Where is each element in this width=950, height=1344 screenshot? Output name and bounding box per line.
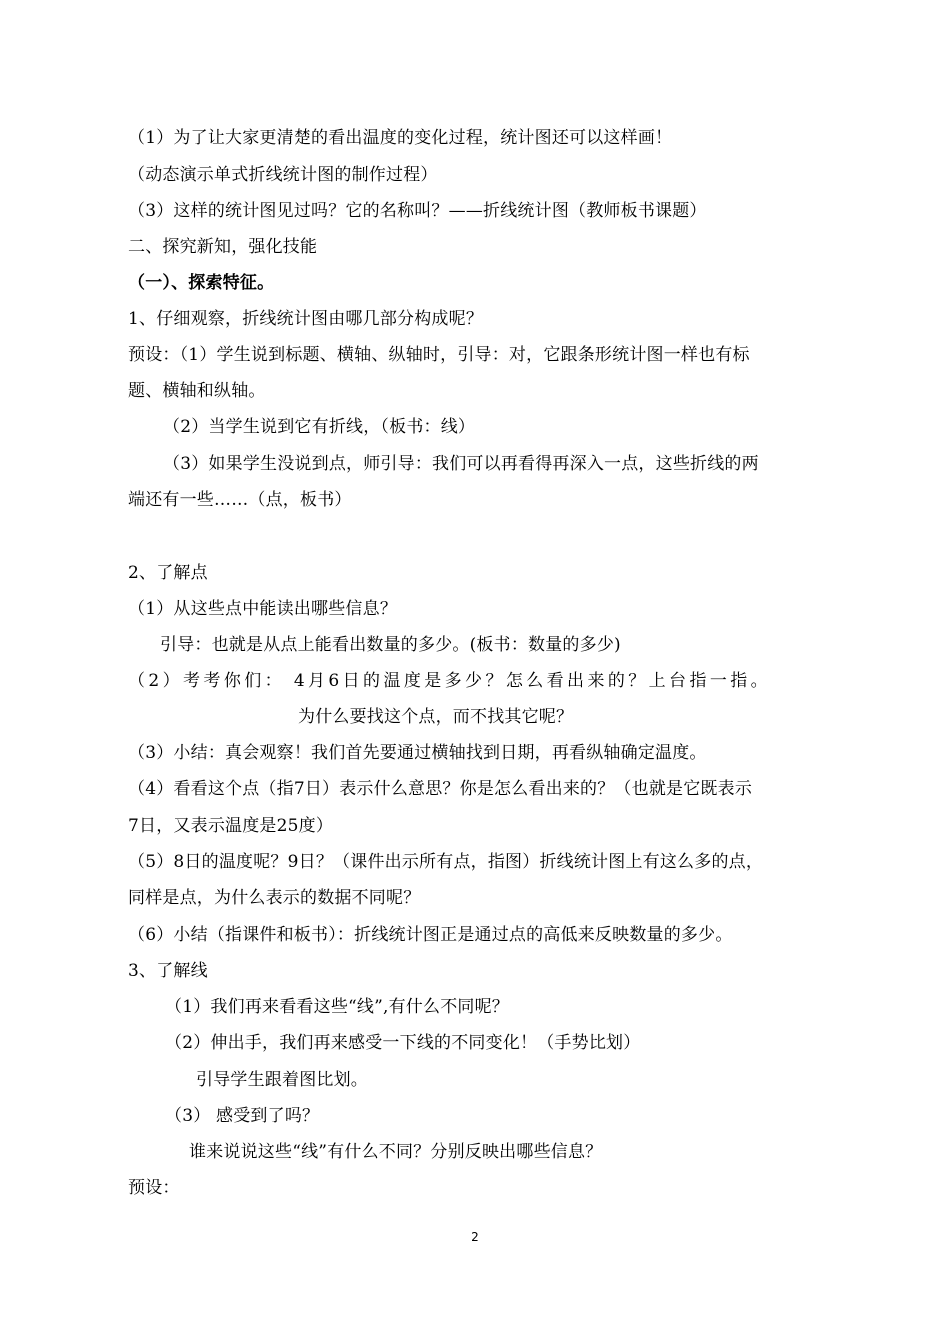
subsection-heading: （一）、探索特征。	[128, 273, 275, 293]
section-heading: 2、了解点	[128, 563, 208, 583]
paragraph-line: （2）当学生说到它有折线，（板书：线）	[163, 417, 476, 437]
paragraph-line: 同样是点，为什么表示的数据不同呢？	[128, 888, 421, 908]
paragraph-line: 题、横轴和纵轴。	[128, 381, 266, 401]
paragraph-line: 端还有一些……（点，板书）	[128, 490, 352, 510]
paragraph-line: 预设：（1）学生说到标题、横轴、纵轴时，引导：对，它跟条形统计图一样也有标	[128, 345, 750, 365]
paragraph-line: （1）从这些点中能读出哪些信息？	[128, 599, 398, 619]
paragraph-line: （3）小结：真会观察！我们首先要通过横轴找到日期，再看纵轴确定温度。	[128, 743, 707, 763]
paragraph-line: （1）我们再来看看这些“线”,有什么不同呢？	[165, 997, 510, 1017]
paragraph-line: （1）为了让大家更清楚的看出温度的变化过程，统计图还可以这样画！	[128, 128, 673, 148]
paragraph-line: （3） 感受到了吗？	[165, 1106, 320, 1126]
paragraph-line: （3）这样的统计图见过吗？它的名称叫？——折线统计图（教师板书课题）	[128, 201, 707, 221]
paragraph-line: （4）看看这个点（指7日）表示什么意思？你是怎么看出来的？（也就是它既表示	[128, 779, 753, 799]
paragraph-line: 7日，又表示温度是25度）	[128, 816, 334, 836]
page-number: 2	[471, 1230, 479, 1244]
paragraph-line: （5）8日的温度呢？9日？（课件出示所有点，指图）折线统计图上有这么多的点，	[128, 852, 764, 872]
section-heading: 二、探究新知，强化技能	[128, 237, 318, 257]
paragraph-line: 引导：也就是从点上能看出数量的多少。(板书：数量的多少)	[160, 635, 621, 655]
paragraph-line: 为什么要找这个点，而不找其它呢？	[298, 707, 574, 727]
paragraph-line: 预设：	[128, 1178, 180, 1198]
paragraph-line: （6）小结（指课件和板书）：折线统计图正是通过点的高低来反映数量的多少。	[128, 925, 733, 945]
paragraph-line: 谁来说说这些“线”有什么不同？分别反映出哪些信息？	[189, 1142, 603, 1162]
paragraph-line: （动态演示单式折线统计图的制作过程）	[128, 165, 438, 185]
paragraph-line: （2）伸出手，我们再来感受一下线的不同变化！（手势比划）	[165, 1033, 641, 1053]
paragraph-line: 1、仔细观察，折线统计图由哪几部分构成呢？	[128, 309, 484, 329]
paragraph-line: 引导学生跟着图比划。	[196, 1070, 368, 1090]
paragraph-line: （3）如果学生没说到点，师引导：我们可以再看得再深入一点，这些折线的两	[163, 454, 759, 474]
section-heading: 3、了解线	[128, 961, 208, 981]
paragraph-line: （2）考考你们： 4月6日的温度是多少？怎么看出来的？上台指一指。	[128, 671, 772, 691]
